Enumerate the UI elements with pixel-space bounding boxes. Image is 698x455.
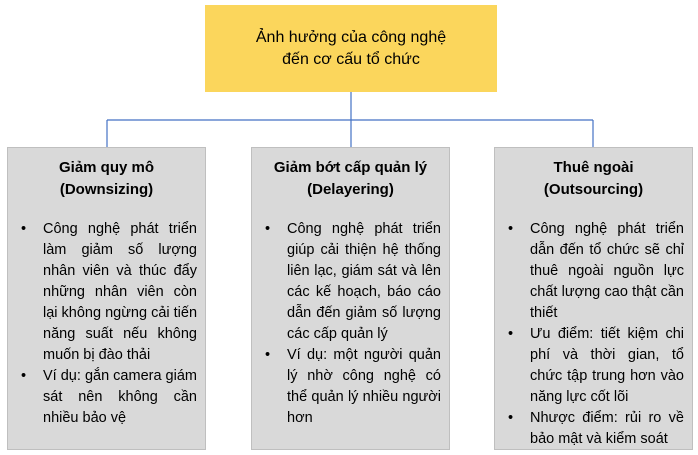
branch-title-main: Thuê ngoài (553, 159, 634, 176)
bullet-list (495, 219, 692, 450)
bullet-list (8, 219, 205, 429)
branch-title-english: (Delayering) (307, 181, 394, 198)
bullet-item: • Công nghệ phát triển làm giảm số lượng nhân viên và thúc đẩy những nhân viên còn lại không ngừng cải tiến năng suất nếu không muốn bị đào thải (8, 219, 205, 366)
bullet-item: • Công nghệ phát triển giúp cải thiện hệ thống liên lạc, giám sát và lên các kế hoạch, báo cáo dẫn đến giảm số lượng các cấp quản lý (252, 219, 449, 345)
branch-title (252, 157, 449, 201)
branch-node-delayering (251, 147, 450, 450)
branch-title-english: (Outsourcing) (543, 181, 644, 198)
bullet-item: • Nhược điểm: rủi ro về bảo mật và kiểm soát (495, 408, 692, 450)
branch-title-main: Giảm quy mô (58, 159, 155, 176)
bullet-item: • Ví dụ: gắn camera giám sát nên không cần nhiều bảo vệ (8, 366, 205, 429)
bullet-item: • Ví dụ: một người quản lý nhờ công nghệ có thể quản lý nhiều người hơn (252, 345, 449, 429)
bullet-item: • Ưu điểm: tiết kiệm chi phí và thời gian, tổ chức tập trung hơn vào năng lực cốt lõi (495, 324, 692, 408)
branch-node-outsourcing (494, 147, 693, 450)
bullet-list (252, 219, 449, 429)
branch-title-english: (Downsizing) (59, 181, 154, 198)
branch-title (495, 157, 692, 201)
branch-node-downsizing (7, 147, 206, 450)
bullet-item: • Công nghệ phát triển dẫn đến tổ chức sẽ chỉ thuê ngoài nguồn lực chất lượng cao thật cần thiết (495, 219, 692, 324)
branch-title (8, 157, 205, 201)
root-node (205, 5, 497, 92)
branch-title-main: Giảm bớt cấp quản lý (273, 159, 428, 176)
root-title-line-1: Ảnh hưởng của công nghệ (255, 28, 447, 46)
root-title-line-2: đến cơ cấu tổ chức (282, 50, 420, 68)
